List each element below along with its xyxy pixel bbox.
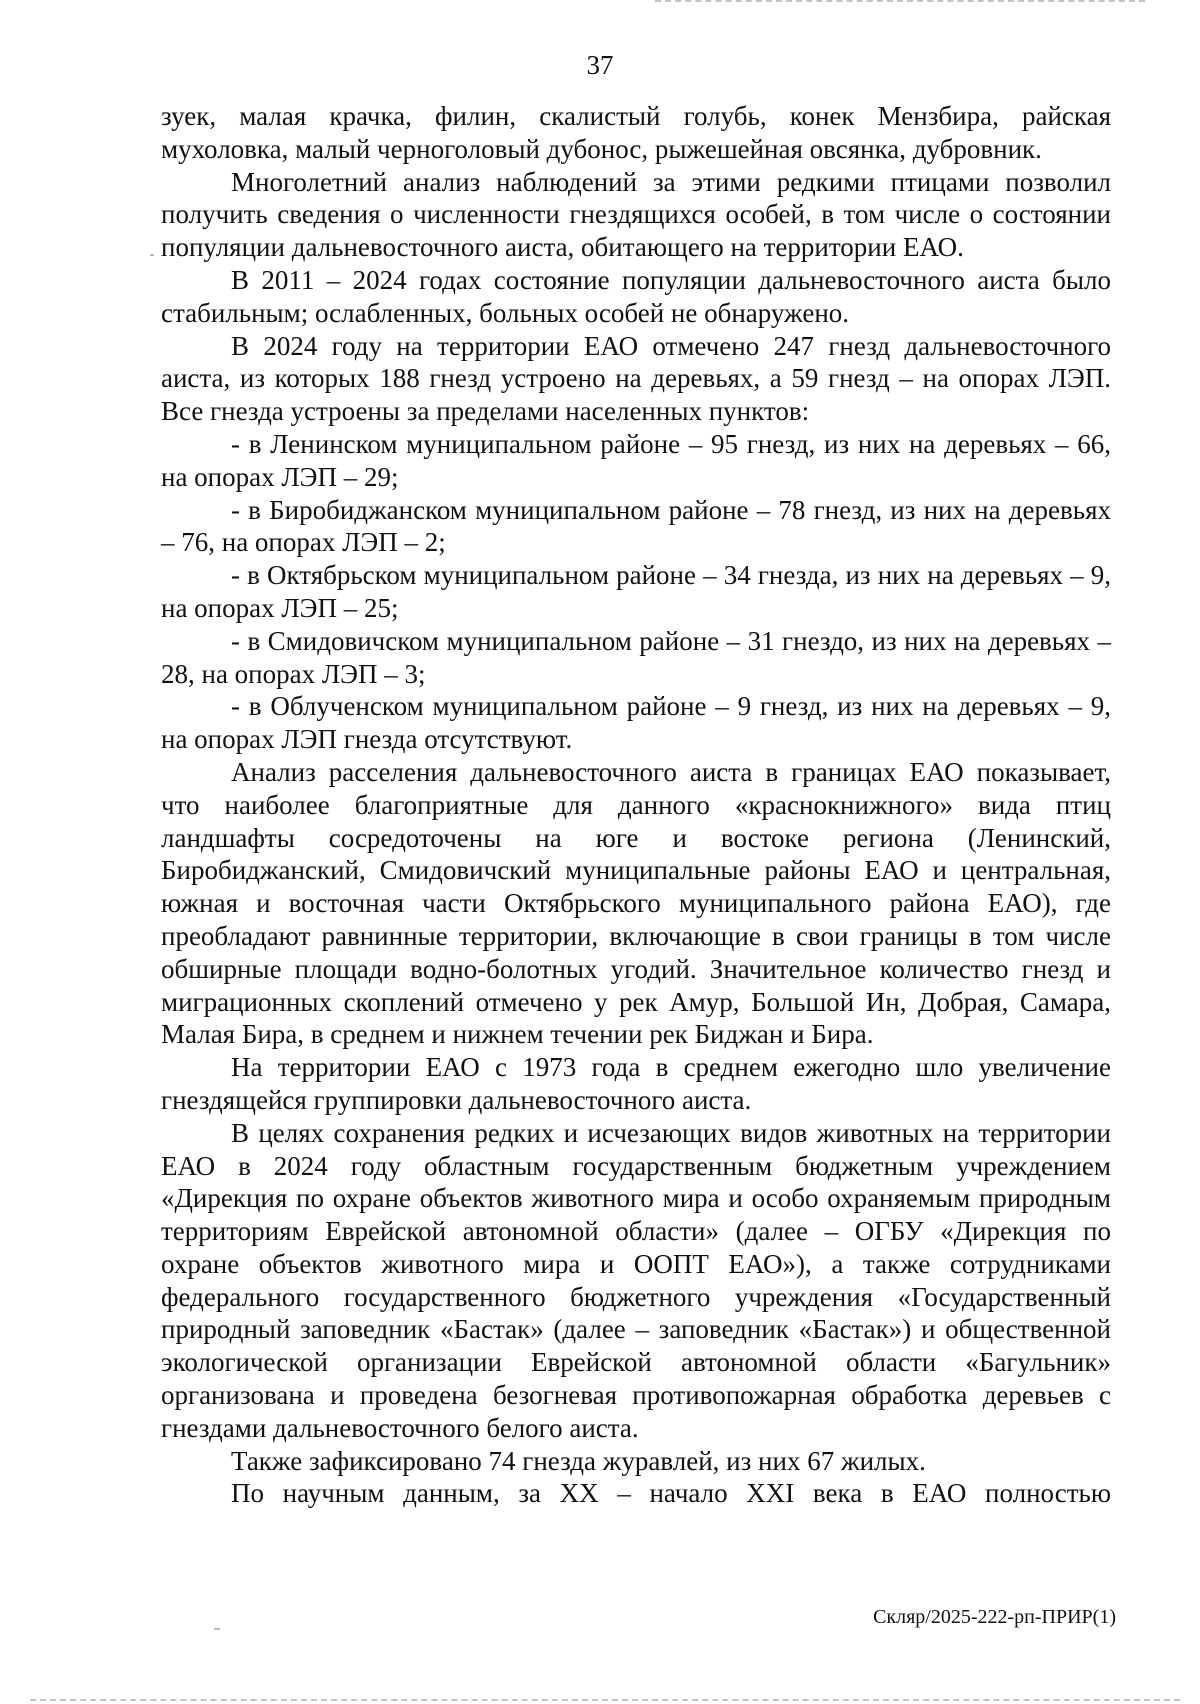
paragraph-scientific-data: По научным данным, за XX – начало XXI века в ЕАО полностью: [231, 1478, 1111, 1509]
scan-edge-bottom: [30, 1699, 1180, 1703]
scan-speck: [150, 254, 154, 256]
paragraph-observation-analysis: Многолетний анализ наблюдений за этими редкими птицами позволил получить сведения о численности гнездящихся особей, в том числе о состоянии популяции дальневосточного аиста, обитающего на территории ЕАО.: [161, 166, 1111, 263]
paragraph-population-status: В 2011 – 2024 годах состояние популяции дальневосточного аиста было стабильным; ослабленных, больных особей не обнаружено.: [161, 264, 1111, 328]
page-number: 37: [586, 50, 614, 80]
paragraph-nest-count-2024: В 2024 году на территории ЕАО отмечено 247 гнезд дальневосточного аиста, из которых 188 гнезд устроено на деревьях, а 59 гнезд – на опорах ЛЭП. Все гнезда устроены за пределами населенных пунктов:: [161, 330, 1111, 427]
paragraph-settlement-analysis: Анализ расселения дальневосточного аиста в границах ЕАО показывает, что наиболее благоприятные для данного «краснокнижного» вида птиц ландшафты сосредоточены на юге и востоке региона (Ленинский, Биробиджанский, Смидовичский муниципальные районы ЕАО и центральная, южная и восточная части Октябрьского муниципального района ЕАО), где преобладают равнинные территории, включающие в свои границы в том числе обширные площади водно-болотных угодий. Значительное количество гнезд и миграционных скоплений отмечено у рек Амур, Большой Ин, Добрая, Самара, Малая Бира, в среднем и нижнем течении рек Биджан и Бира.: [161, 756, 1111, 1050]
paragraph-growth-since-1973: На территории ЕАО с 1973 года в среднем ежегодно шло увеличение гнездящейся группировки дальневосточного аиста.: [161, 1052, 1111, 1115]
document-footer-code: Скляр/2025-222-рп-ПРИР(1): [873, 1606, 1116, 1628]
list-item-smidovichsky-district: - в Смидовичском муниципальном районе – 31 гнездо, из них на деревьях – 28, на опорах ЛЭП – 3;: [161, 625, 1111, 689]
list-item-oktyabrsky-district: - в Октябрьском муниципальном районе – 34 гнезда, из них на деревьях – 9, на опорах ЛЭП – 25;: [161, 560, 1111, 623]
list-item-leninsky-district: - в Ленинском муниципальном районе – 95 гнезд, из них на деревьях – 66, на опорах ЛЭП – 29;: [161, 428, 1111, 492]
list-item-birobidzhan-district: - в Биробиджанском муниципальном районе – 78 гнезд, из них на деревьях – 76, на опорах ЛЭП – 2;: [161, 494, 1111, 558]
list-item-obluchensky-district: - в Облученском муниципальном районе – 9 гнезд, из них на деревьях – 9, на опорах ЛЭП гнезда отсутствуют.: [161, 691, 1111, 755]
paragraph-crane-nests: Также зафиксировано 74 гнезда журавлей, из них 67 жилых.: [231, 1445, 926, 1476]
paragraph-conservation-measures: В целях сохранения редких и исчезающих видов животных на территории ЕАО в 2024 году областным государственным бюджетным учреждением «Дирекция по охране объектов животного мира и особо охраняемым природным территориям Еврейской автономной области» (далее – ОГБУ «Дирекция по охране объектов животного мира и ООПТ ЕАО»), а также сотрудниками федерального государственного бюджетного учреждения «Государственный природный заповедник «Бастак» (далее – заповедник «Бастак») и общественной экологической организации Еврейской автономной области «Багульник» организована и проведена безогневая противопожарная обработка деревьев с гнездами дальневосточного белого аиста.: [161, 1117, 1111, 1443]
paragraph-bird-list-continued: зуек, малая крачка, филин, скалистый голубь, конек Мензбира, райская мухоловка, малый черноголовый дубонос, рыжешейная овсянка, дубровник.: [161, 101, 1111, 164]
scan-edge-top: [655, 0, 1145, 4]
body-text: [161, 100, 1111, 1510]
scan-speck: [214, 1628, 220, 1630]
